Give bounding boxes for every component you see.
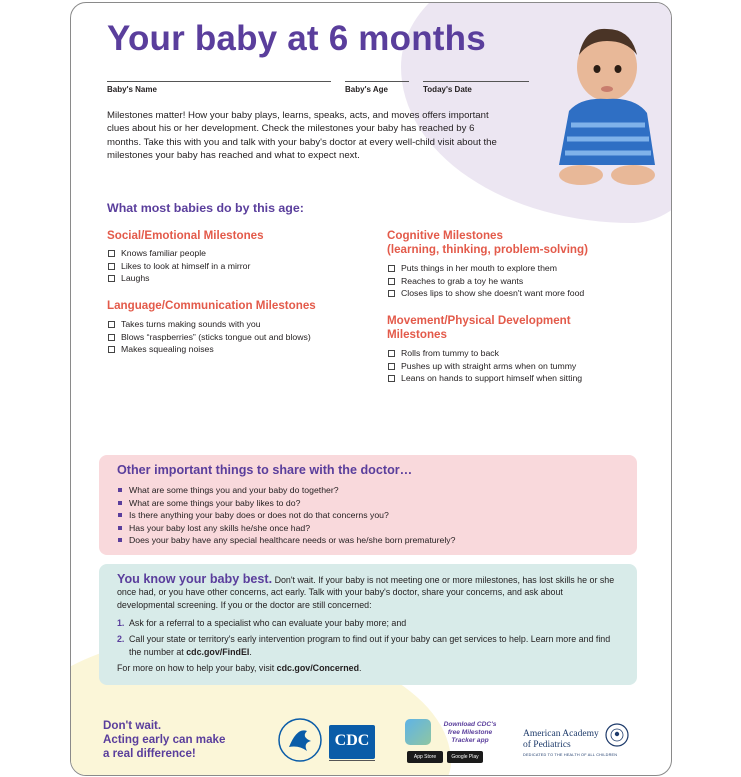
checklist-item[interactable]: Likes to look at himself in a mirror <box>107 260 357 273</box>
hhs-seal-icon <box>277 717 323 763</box>
share-with-doctor-box <box>99 455 637 555</box>
list-item: Does your baby have any special healthcare needs or was he/she born prematurely? <box>117 534 455 547</box>
cdc-logo-underline <box>329 760 375 764</box>
cognitive-checklist <box>387 262 647 300</box>
checklist-item[interactable]: Knows familiar people <box>107 247 357 260</box>
next-steps-list <box>117 617 617 662</box>
you-know-your-baby-lead: You know your baby best. <box>117 572 273 586</box>
checklist-item[interactable]: Leans on hands to support himself when sitting <box>387 372 647 385</box>
milestone-checklist-card <box>70 2 672 776</box>
app-download-text: Download CDC's free Milestone Tracker app <box>443 721 497 744</box>
language-communication-checklist <box>107 318 367 356</box>
checklist-item[interactable]: Blows “raspberries” (sticks tongue out and blows) <box>107 331 367 344</box>
checklist-item[interactable]: Closes lips to show she doesn't want more food <box>387 287 647 300</box>
app-store-badge[interactable]: App Store <box>407 751 443 763</box>
checklist-item[interactable]: Laughs <box>107 272 357 285</box>
intro-paragraph: Milestones matter! How your baby plays, learns, speaks, acts, and moves offers important clues about his or her development. Check the milestones your baby has reached by 6 months. Take this with you and talk with your baby's doctor at every well-child visit about the milestones your baby has reached and what to expect next. <box>107 110 497 161</box>
cognitive-title: Cognitive Milestones (learning, thinking, problem-solving) <box>387 229 588 256</box>
list-item: What are some things you and your baby do together? <box>117 484 455 497</box>
page-title: Your baby at 6 months <box>107 19 486 58</box>
social-emotional-checklist <box>107 247 357 285</box>
baby-name-field[interactable]: Baby's Name <box>107 81 331 94</box>
baby-photo <box>541 15 669 190</box>
checklist-item[interactable]: Pushes up with straight arms when on tummy <box>387 360 647 373</box>
more-info-line: For more on how to help your baby, visit cdc.gov/Concerned. <box>117 663 362 673</box>
list-item: 2. Call your state or territory's early intervention program to find out if your baby can get services to help. Learn more and find the number at cdc.gov/FindEI. <box>117 634 611 657</box>
concerned-link[interactable]: cdc.gov/Concerned <box>276 663 360 673</box>
checklist-item[interactable]: Takes turns making sounds with you <box>107 318 367 331</box>
language-communication-title: Language/Communication Milestones <box>107 299 316 312</box>
aap-tagline: DEDICATED TO THE HEALTH OF ALL CHILDREN <box>523 753 618 757</box>
share-with-doctor-list <box>117 484 455 547</box>
list-item: What are some things your baby likes to do? <box>117 497 455 510</box>
movement-physical-title: Movement/Physical Development Milestones <box>387 314 571 341</box>
google-play-badge[interactable]: Google Play <box>447 751 483 763</box>
checklist-item[interactable]: Rolls from tummy to back <box>387 347 647 360</box>
milestone-tracker-app-icon[interactable] <box>405 719 431 745</box>
list-item: Has your baby lost any skills he/she once had? <box>117 522 455 535</box>
milestones-subhead: What most babies do by this age: <box>107 201 304 215</box>
checklist-item[interactable]: Makes squealing noises <box>107 343 367 356</box>
share-with-doctor-title: Other important things to share with the doctor… <box>117 463 413 477</box>
you-know-your-baby-box <box>99 564 637 685</box>
you-know-your-baby-text: You know your baby best. Don't wait. If your baby is not meeting one or more milestones, has lost skills he or she once had, or you have other concerns, act early. Talk with your baby's doctor, share your concerns, and ask about developmental screening. If you or the doctor are still concerned: <box>117 572 615 610</box>
cdc-logo: CDC <box>329 725 375 759</box>
checklist-item[interactable]: Puts things in her mouth to explore them <box>387 262 647 275</box>
findei-link[interactable]: cdc.gov/FindEI <box>186 646 250 657</box>
movement-physical-checklist <box>387 347 647 385</box>
baby-age-field[interactable]: Baby's Age <box>345 81 409 94</box>
dont-wait-tagline: Don't wait. Acting early can make a real difference! <box>103 719 226 760</box>
checklist-item[interactable]: Reaches to grab a toy he wants <box>387 275 647 288</box>
aap-logo-text: American Academy of Pediatrics <box>523 729 599 750</box>
todays-date-field[interactable]: Today's Date <box>423 81 529 94</box>
social-emotional-title: Social/Emotional Milestones <box>107 229 264 242</box>
list-item: Is there anything your baby does or does not do that concerns you? <box>117 509 455 522</box>
list-item: 1. Ask for a referral to a specialist who can evaluate your baby more; and <box>117 618 407 628</box>
aap-seal-icon <box>605 723 629 747</box>
